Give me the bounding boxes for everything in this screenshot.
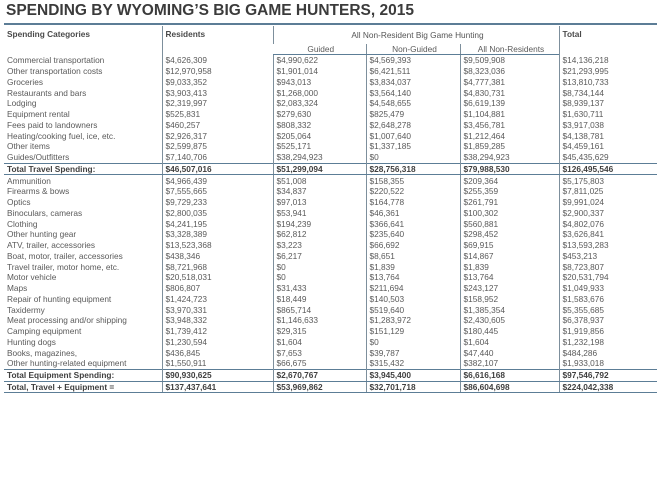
- residents-cell: $1,739,412: [162, 326, 273, 337]
- residents-cell: $4,241,195: [162, 218, 273, 229]
- category-cell: Total Equipment Spending:: [4, 369, 162, 381]
- equipment-total-row: [4, 369, 657, 381]
- nonguided-cell: $1,283,972: [366, 315, 460, 326]
- spending-table: [4, 26, 657, 393]
- category-cell: Lodging: [7, 98, 37, 109]
- residents-cell: $2,926,317: [162, 130, 273, 141]
- total-cell: $8,939,137: [559, 98, 657, 109]
- category-cell: Maps: [7, 283, 28, 294]
- nonguided-cell: $28,756,318: [366, 163, 460, 175]
- guided-cell: $4,990,622: [273, 55, 366, 66]
- page-title: SPENDING BY WYOMING’S BIG GAME HUNTERS, 2015: [6, 2, 414, 19]
- nonguided-cell: $3,945,400: [366, 369, 460, 381]
- all-nonresidents-cell: $1,839: [460, 261, 559, 272]
- all-nonresidents-cell: $1,104,881: [460, 109, 559, 120]
- guided-cell: $31,433: [273, 283, 366, 294]
- residents-cell: $13,523,368: [162, 240, 273, 251]
- all-nonresidents-cell: $255,359: [460, 186, 559, 197]
- residents-cell: $1,424,723: [162, 294, 273, 305]
- header-total: Total: [559, 26, 657, 55]
- guided-cell: $1,901,014: [273, 66, 366, 77]
- residents-cell: $1,550,911: [162, 358, 273, 369]
- residents-cell: $1,230,594: [162, 337, 273, 348]
- all-nonresidents-cell: $1,385,354: [460, 304, 559, 315]
- total-cell: $3,917,038: [559, 120, 657, 131]
- total-cell: $2,900,337: [559, 208, 657, 219]
- table-row: [4, 208, 657, 219]
- guided-cell: $0: [273, 272, 366, 283]
- nonguided-cell: $8,651: [366, 251, 460, 262]
- travel-total-row: [4, 163, 657, 175]
- category-cell: Ammunition: [7, 175, 51, 186]
- residents-cell: $4,626,309: [162, 55, 273, 66]
- total-cell: $1,919,856: [559, 326, 657, 337]
- total-cell: $1,049,933: [559, 283, 657, 294]
- guided-cell: $62,812: [273, 229, 366, 240]
- category-cell: Taxidermy: [7, 304, 45, 315]
- category-cell: Optics: [7, 197, 31, 208]
- nonguided-cell: $66,692: [366, 240, 460, 251]
- table-row: [4, 55, 657, 66]
- all-nonresidents-cell: $261,791: [460, 197, 559, 208]
- all-nonresidents-cell: $47,440: [460, 347, 559, 358]
- residents-cell: $12,970,958: [162, 66, 273, 77]
- residents-cell: $3,970,331: [162, 304, 273, 315]
- guided-cell: $53,941: [273, 208, 366, 219]
- category-cell: Binoculars, cameras: [7, 207, 83, 218]
- total-cell: $8,723,807: [559, 261, 657, 272]
- table-row: [4, 66, 657, 77]
- total-cell: $484,286: [559, 347, 657, 358]
- category-cell: ATV, trailer, accessories: [7, 240, 96, 251]
- nonguided-cell: $315,432: [366, 358, 460, 369]
- all-nonresidents-cell: $209,364: [460, 175, 559, 186]
- residents-cell: $4,966,439: [162, 175, 273, 186]
- table-row: [4, 347, 657, 358]
- all-nonresidents-cell: $9,509,908: [460, 55, 559, 66]
- guided-cell: $7,653: [273, 347, 366, 358]
- total-cell: $453,213: [559, 251, 657, 262]
- all-nonresidents-cell: $1,859,285: [460, 141, 559, 152]
- all-nonresidents-cell: $243,127: [460, 283, 559, 294]
- nonguided-cell: $825,479: [366, 109, 460, 120]
- total-cell: $7,811,025: [559, 186, 657, 197]
- table-row: [4, 175, 657, 186]
- all-nonresidents-cell: $158,952: [460, 294, 559, 305]
- guided-cell: $1,146,633: [273, 315, 366, 326]
- table-row: [4, 152, 657, 163]
- guided-cell: $943,013: [273, 77, 366, 88]
- all-nonresidents-cell: $79,988,530: [460, 163, 559, 175]
- residents-cell: $438,346: [162, 251, 273, 262]
- category-cell: Other hunting-related equipment: [7, 358, 127, 369]
- nonguided-cell: $46,361: [366, 208, 460, 219]
- total-cell: $4,138,781: [559, 130, 657, 141]
- travel-total-section: [4, 163, 657, 175]
- guided-cell: $865,714: [273, 304, 366, 315]
- equipment-section: [4, 175, 657, 370]
- table-row: [4, 87, 657, 98]
- category-cell: Fees paid to landowners: [7, 119, 98, 130]
- all-nonresidents-cell: $13,764: [460, 272, 559, 283]
- guided-cell: $0: [273, 261, 366, 272]
- nonguided-cell: $211,694: [366, 283, 460, 294]
- all-nonresidents-cell: $86,604,698: [460, 381, 559, 393]
- nonguided-cell: $6,421,511: [366, 66, 460, 77]
- table-row: [4, 197, 657, 208]
- category-cell: Clothing: [7, 218, 38, 229]
- header-nonresident-group: All Non-Resident Big Game Hunting: [273, 26, 559, 44]
- category-cell: Books, magazines,: [7, 347, 78, 358]
- guided-cell: $6,217: [273, 251, 366, 262]
- guided-cell: $525,171: [273, 141, 366, 152]
- all-nonresidents-cell: $4,777,381: [460, 77, 559, 88]
- table-row: [4, 294, 657, 305]
- category-cell: Meat processing and/or shipping: [7, 315, 127, 326]
- all-nonresidents-cell: $1,604: [460, 337, 559, 348]
- all-nonresidents-cell: $560,881: [460, 218, 559, 229]
- table-row: [4, 218, 657, 229]
- guided-cell: $29,315: [273, 326, 366, 337]
- guided-cell: $194,239: [273, 218, 366, 229]
- residents-cell: $3,328,389: [162, 229, 273, 240]
- all-nonresidents-cell: $2,430,605: [460, 315, 559, 326]
- residents-cell: $525,831: [162, 109, 273, 120]
- all-nonresidents-cell: $298,452: [460, 229, 559, 240]
- category-cell: Commercial transportation: [7, 55, 105, 66]
- residents-cell: $9,033,352: [162, 77, 273, 88]
- total-cell: $224,042,338: [559, 381, 657, 393]
- all-nonresidents-cell: $1,212,464: [460, 130, 559, 141]
- category-cell: Other transportation costs: [7, 66, 103, 77]
- guided-cell: $51,299,094: [273, 163, 366, 175]
- category-cell: Hunting dogs: [7, 336, 56, 347]
- guided-cell: $53,969,862: [273, 381, 366, 393]
- table-row: [4, 326, 657, 337]
- residents-cell: $2,800,035: [162, 208, 273, 219]
- residents-cell: $137,437,641: [162, 381, 273, 393]
- category-cell: Total, Travel + Equipment =: [4, 381, 162, 393]
- guided-cell: $2,670,767: [273, 369, 366, 381]
- table-row: [4, 141, 657, 152]
- guided-cell: $1,268,000: [273, 87, 366, 98]
- all-nonresidents-cell: $382,107: [460, 358, 559, 369]
- nonguided-cell: $366,641: [366, 218, 460, 229]
- table-row: [4, 186, 657, 197]
- table-row: [4, 98, 657, 109]
- header-guided: Guided: [273, 44, 366, 55]
- total-cell: $13,593,283: [559, 240, 657, 251]
- category-cell: Other hunting gear: [7, 229, 77, 240]
- nonguided-cell: $32,701,718: [366, 381, 460, 393]
- total-cell: $1,933,018: [559, 358, 657, 369]
- guided-cell: $3,223: [273, 240, 366, 251]
- guided-cell: $18,449: [273, 294, 366, 305]
- category-cell: Restaurants and bars: [7, 87, 87, 98]
- residents-cell: $806,807: [162, 283, 273, 294]
- total-cell: $5,355,685: [559, 304, 657, 315]
- category-cell: Equipment rental: [7, 109, 70, 120]
- residents-cell: $20,518,031: [162, 272, 273, 283]
- total-cell: $21,293,995: [559, 66, 657, 77]
- guided-cell: $51,008: [273, 175, 366, 186]
- total-cell: $5,175,803: [559, 175, 657, 186]
- total-cell: $1,583,676: [559, 294, 657, 305]
- total-cell: $1,232,198: [559, 337, 657, 348]
- table-row: [4, 261, 657, 272]
- category-cell: Groceries: [7, 76, 43, 87]
- table-row: [4, 229, 657, 240]
- nonguided-cell: $158,355: [366, 175, 460, 186]
- nonguided-cell: $164,778: [366, 197, 460, 208]
- table-row: [4, 240, 657, 251]
- category-cell: Travel trailer, motor home, etc.: [7, 261, 120, 272]
- nonguided-cell: $3,564,140: [366, 87, 460, 98]
- nonguided-cell: $1,839: [366, 261, 460, 272]
- nonguided-cell: $1,337,185: [366, 141, 460, 152]
- nonguided-cell: $3,834,037: [366, 77, 460, 88]
- residents-cell: $2,319,997: [162, 98, 273, 109]
- residents-cell: $46,507,016: [162, 163, 273, 175]
- total-cell: $45,435,629: [559, 152, 657, 163]
- residents-cell: $2,599,875: [162, 141, 273, 152]
- guided-cell: $205,064: [273, 130, 366, 141]
- travel-section: [4, 55, 657, 164]
- nonguided-cell: $4,548,655: [366, 98, 460, 109]
- nonguided-cell: $519,640: [366, 304, 460, 315]
- all-nonresidents-cell: $3,456,781: [460, 120, 559, 131]
- total-cell: $3,626,841: [559, 229, 657, 240]
- total-cell: $14,136,218: [559, 55, 657, 66]
- table-row: [4, 304, 657, 315]
- table-row: [4, 337, 657, 348]
- guided-cell: $97,013: [273, 197, 366, 208]
- table-row: [4, 120, 657, 131]
- nonguided-cell: $140,503: [366, 294, 460, 305]
- header-category: Spending Categories: [7, 29, 90, 39]
- residents-cell: $8,721,968: [162, 261, 273, 272]
- total-cell: $6,378,937: [559, 315, 657, 326]
- total-cell: $4,802,076: [559, 218, 657, 229]
- guided-cell: $66,675: [273, 358, 366, 369]
- all-nonresidents-cell: $69,915: [460, 240, 559, 251]
- guided-cell: $808,332: [273, 120, 366, 131]
- total-cell: $97,546,792: [559, 369, 657, 381]
- total-cell: $8,734,144: [559, 87, 657, 98]
- category-cell: Camping equipment: [7, 326, 82, 337]
- grand-total-section: [4, 381, 657, 393]
- residents-cell: $7,140,706: [162, 152, 273, 163]
- total-cell: $20,531,794: [559, 272, 657, 283]
- table-row: [4, 77, 657, 88]
- table-row: [4, 272, 657, 283]
- header-all-nonresidents: All Non-Residents: [460, 44, 559, 55]
- grand-total-row: [4, 381, 657, 393]
- category-cell: Boat, motor, trailer, accessories: [7, 250, 123, 261]
- nonguided-cell: $0: [366, 337, 460, 348]
- all-nonresidents-cell: $6,619,139: [460, 98, 559, 109]
- residents-cell: $90,930,625: [162, 369, 273, 381]
- residents-cell: $7,555,665: [162, 186, 273, 197]
- total-cell: $13,810,733: [559, 77, 657, 88]
- guided-cell: $279,630: [273, 109, 366, 120]
- category-cell: Repair of hunting equipment: [7, 293, 112, 304]
- category-cell: Heating/cooking fuel, ice, etc.: [7, 130, 116, 141]
- equipment-total-section: [4, 369, 657, 381]
- residents-cell: $436,845: [162, 347, 273, 358]
- header-residents: Residents: [162, 26, 273, 55]
- total-cell: $9,991,024: [559, 197, 657, 208]
- table-row: [4, 315, 657, 326]
- all-nonresidents-cell: $8,323,036: [460, 66, 559, 77]
- nonguided-cell: $13,764: [366, 272, 460, 283]
- category-cell: Guides/Outfitters: [7, 152, 70, 163]
- all-nonresidents-cell: $4,830,731: [460, 87, 559, 98]
- nonguided-cell: $151,129: [366, 326, 460, 337]
- residents-cell: $9,729,233: [162, 197, 273, 208]
- header-nonguided: Non-Guided: [366, 44, 460, 55]
- all-nonresidents-cell: $38,294,923: [460, 152, 559, 163]
- table-header: [4, 26, 657, 55]
- nonguided-cell: $39,787: [366, 347, 460, 358]
- guided-cell: $34,837: [273, 186, 366, 197]
- guided-cell: $2,083,324: [273, 98, 366, 109]
- residents-cell: $3,948,332: [162, 315, 273, 326]
- table-row: [4, 358, 657, 369]
- total-cell: $4,459,161: [559, 141, 657, 152]
- residents-cell: $460,257: [162, 120, 273, 131]
- table-row: [4, 109, 657, 120]
- category-cell: Firearms & bows: [7, 186, 70, 197]
- nonguided-cell: $1,007,640: [366, 130, 460, 141]
- all-nonresidents-cell: $14,867: [460, 251, 559, 262]
- category-cell: Motor vehicle: [7, 272, 57, 283]
- all-nonresidents-cell: $180,445: [460, 326, 559, 337]
- nonguided-cell: $235,640: [366, 229, 460, 240]
- nonguided-cell: $220,522: [366, 186, 460, 197]
- all-nonresidents-cell: $100,302: [460, 208, 559, 219]
- residents-cell: $3,903,413: [162, 87, 273, 98]
- category-cell: Other items: [7, 141, 50, 152]
- total-cell: $1,630,711: [559, 109, 657, 120]
- all-nonresidents-cell: $6,616,168: [460, 369, 559, 381]
- nonguided-cell: $4,569,393: [366, 55, 460, 66]
- guided-cell: $38,294,923: [273, 152, 366, 163]
- category-cell: Total Travel Spending:: [4, 163, 162, 175]
- guided-cell: $1,604: [273, 337, 366, 348]
- title-rule: [4, 23, 657, 25]
- nonguided-cell: $2,648,278: [366, 120, 460, 131]
- nonguided-cell: $0: [366, 152, 460, 163]
- table-row: [4, 130, 657, 141]
- total-cell: $126,495,546: [559, 163, 657, 175]
- table-row: [4, 283, 657, 294]
- table-row: [4, 251, 657, 262]
